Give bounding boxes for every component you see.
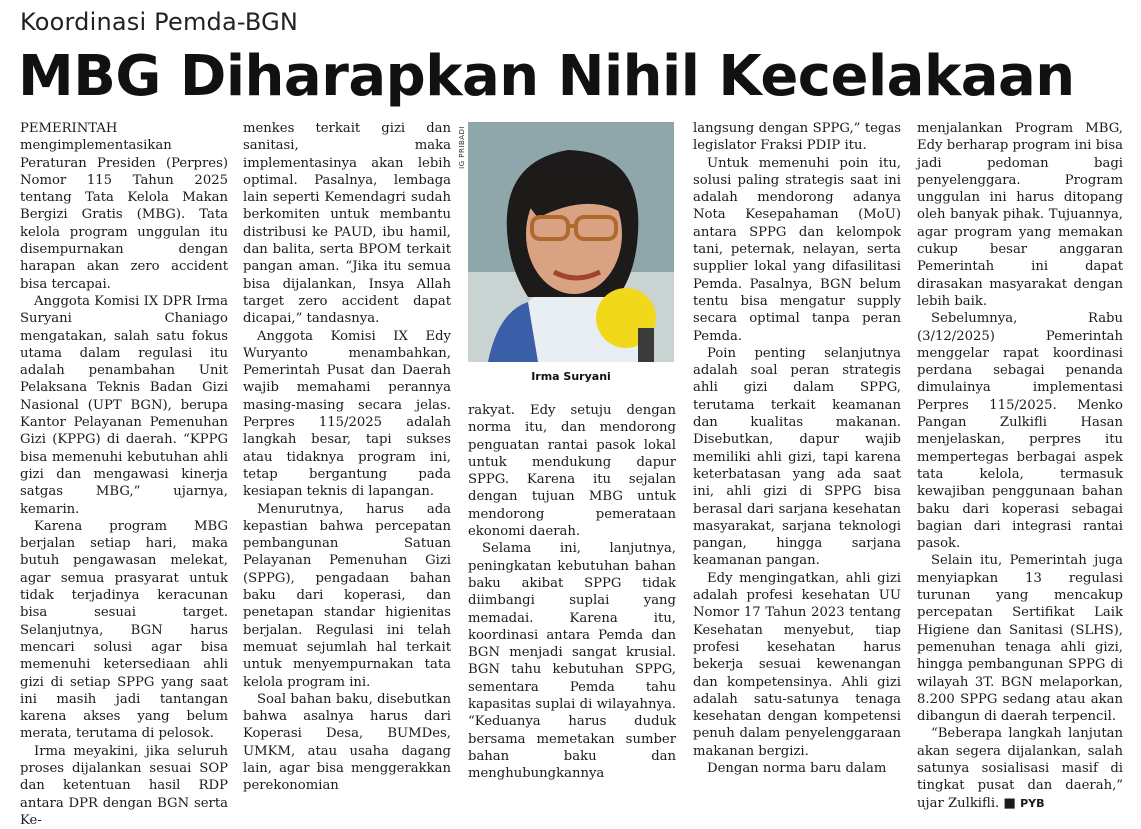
paragraph: menkes terkait gizi dan sanitasi, maka implementasinya akan lebih optimal. Pasalnya, lembaga lain seperti Kemendagri sudah berkomiten untuk membantu distribusi ke PAUD, ibu hamil, dan balita, serta BPOM terkait pangan aman. “Jika itu semua bisa dijalankan, Insya Allah target zero accident dapat dicapai,” tandasnya.: [243, 121, 451, 327]
photo-caption: Irma Suryani: [531, 370, 611, 383]
paragraph: Karena program MBG berjalan setiap hari, maka butuh pengawasan melekat, agar semua prasyarat untuk tidak terjadinya keracunan bisa sesuai target. Selanjutnya, BGN harus mencari solusi agar bisa memenuhi ketersediaan ahli gizi di setiap SPPG yang saat ini masih jadi tantangan karena akses yang belum merata, terutama di pelosok.: [20, 518, 228, 742]
paragraph: Anggota Komisi IX Edy Wuryanto menambahkan, Pemerintah Pusat dan Daerah wajib memahami perannya masing-masing secara jelas. Perpres 115/2025 adalah langkah besar, tapi sukses atau tidaknya program ini, tetap bergantung pada kesiapan teknis di lapangan.: [243, 328, 451, 500]
paragraph: Soal bahan baku, disebutkan bahwa asalnya harus dari Koperasi Desa, BUMDes, UMKM, atau usaha dagang lain, agar bisa menggerakkan perekonomian: [243, 691, 451, 794]
portrait-photo: [468, 122, 674, 362]
paragraph: Anggota Komisi IX DPR Irma Suryani Chaniago mengatakan, salah satu fokus utama dalam regulasi itu adalah penambahan Unit Pelaksana Teknis Badan Gizi Nasional (UPT BGN), berupa Kantor Pelayanan Pemenuhan Gizi (KPPG) di daerah. “KPPG bisa memenuhi kebutuhan ahli gizi dan mengawasi kinerja satgas MBG,” ujarnya, kemarin.: [20, 293, 228, 517]
paragraph: Dengan norma baru dalam: [707, 760, 887, 776]
portrait-illustration: [468, 122, 674, 362]
paragraph: Sebelumnya, Rabu (3/12/2025) Pemerintah menggelar rapat koordinasi perdana sebagai penanda dimulainya implementasi Perpres 115/2025. Menko Pangan Zulkifli Hasan menjelaskan, perpres itu mempertegas berbagai aspek tata kelola, termasuk kewajiban penggunaan bahan baku dari koperasi sebagai bagian dari integrasi rantai pasok.: [917, 311, 1123, 552]
paragraph: menjalankan Program MBG, Edy berharap program ini bisa jadi pedoman bagi penyelenggara. Program unggulan ini harus ditopang oleh banyak pihak. Tujuannya, agar program yang memakan cukup besar anggaran Pemerintah ini dapat dirasakan masyarakat dengan lebih baik.: [917, 121, 1123, 309]
paragraph: rakyat. Edy setuju dengan norma itu, dan mendorong penguatan rantai pasok lokal untuk mendukung dapur SPPG. Karena itu sejalan dengan tujuan MBG untuk mendorong pemerataan ekonomi daerah.: [468, 403, 676, 540]
paragraph: Menurutnya, harus ada kepastian bahwa percepatan pembangunan Satuan Pelayanan Pemenuhan Gizi (SPPG), pengadaan bahan baku dari koperasi, dan penetapan standar higienitas berjalan. Regulasi ini telah memuat sejumlah hal terkait untuk menyempurnakan tata kelola program ini.: [243, 501, 451, 690]
end-mark-icon: ■: [1003, 795, 1016, 811]
paragraph: Untuk memenuhi poin itu, solusi paling strategis saat ini adalah mendorong adanya Nota Kesepahaman (MoU) antara SPPG dan kelompok tani, peternak, nelayan, serta supplier lokal yang difasilitasi Pemda. Pasalnya, BGN belum tentu bisa mengatur supply secara optimal tanpa peran Pemda.: [693, 155, 901, 344]
paragraph: Selain itu, Pemerintah juga menyiapkan 13 regulasi turunan yang mencakup percepatan Sertifikat Laik Higiene dan Sanitasi (SLHS), pemenuhan tenaga ahli gizi, hingga pembangunan SPPG di wilayah 3T. BGN melaporkan, 8.200 SPPG sedang atau akan dibangun di daerah terpencil.: [917, 553, 1123, 725]
column-3: [468, 402, 676, 782]
column-5: [917, 120, 1123, 811]
column-4: [693, 120, 901, 776]
paragraph: Poin penting selanjutnya adalah soal peran strategis ahli gizi dalam SPPG, terutama terkait keamanan dan kualitas makanan. Disebutkan, dapur wajib memiliki ahli gizi, tapi karena keterbatasan yang ada saat ini, ahli gizi di SPPG bisa berasal dari sarjana kesehatan masyarakat, sarjana teknologi pangan, hingga sarjana keamanan pangan.: [693, 345, 901, 569]
paragraph: Selama ini, lanjutnya, peningkatan kebutuhan bahan baku akibat SPPG tidak diimbangi suplai yang memadai. Karena itu, koordinasi antara Pemda dan BGN menjadi sangat krusial. BGN tahu kebutuhan SPPG, sementara Pemda tahu kapasitas suplai di wilayahnya. “Keduanya harus duduk bersama memetakan sumber bahan baku dan menghubungkannya: [468, 541, 676, 782]
headline: MBG Diharapkan Nihil Kecelakaan: [18, 44, 1075, 109]
paragraph: Irma meyakini, jika seluruh proses dijalankan sesuai SOP dan ketentuan hasil RDP antara DPR dengan BGN serta Ke-: [20, 743, 228, 828]
column-2: [243, 120, 451, 794]
paragraph: langsung dengan SPPG,” tegas legislator Fraksi PDIP itu.: [693, 121, 901, 154]
paragraph: Edy mengingatkan, ahli gizi adalah profesi kesehatan UU Nomor 17 Tahun 2023 tentang Kesehatan menyebut, tiap profesi kesehatan harus bekerja sesuai kewenangan dan kompetensinya. Ahli gizi adalah satu-satunya tenaga kesehatan dengan kompetensi penuh dalam penyelenggaraan makanan bergizi.: [693, 570, 901, 759]
column-1: [20, 120, 228, 828]
closing-quote-text: “Beberapa langkah lanjutan akan segera dijalankan, salah satunya sosialisasi masif di tingkat pusat dan daerah,” ujar Zulkifli.: [917, 726, 1123, 811]
paragraph: PEMERINTAH mengimplementasikan Peraturan Presiden (Perpres) Nomor 115 Tahun 2025 tentang Tata Kelola Makan Bergizi Gratis (MBG). Tata kelola program unggulan itu disempurnakan dengan harapan akan zero accident bisa tercapai.: [20, 121, 228, 292]
byline: PYB: [1020, 796, 1045, 810]
kicker: Koordinasi Pemda-BGN: [20, 8, 299, 36]
paragraph: [917, 725, 1123, 811]
photo-credit: IG PRIBADI: [458, 126, 466, 169]
